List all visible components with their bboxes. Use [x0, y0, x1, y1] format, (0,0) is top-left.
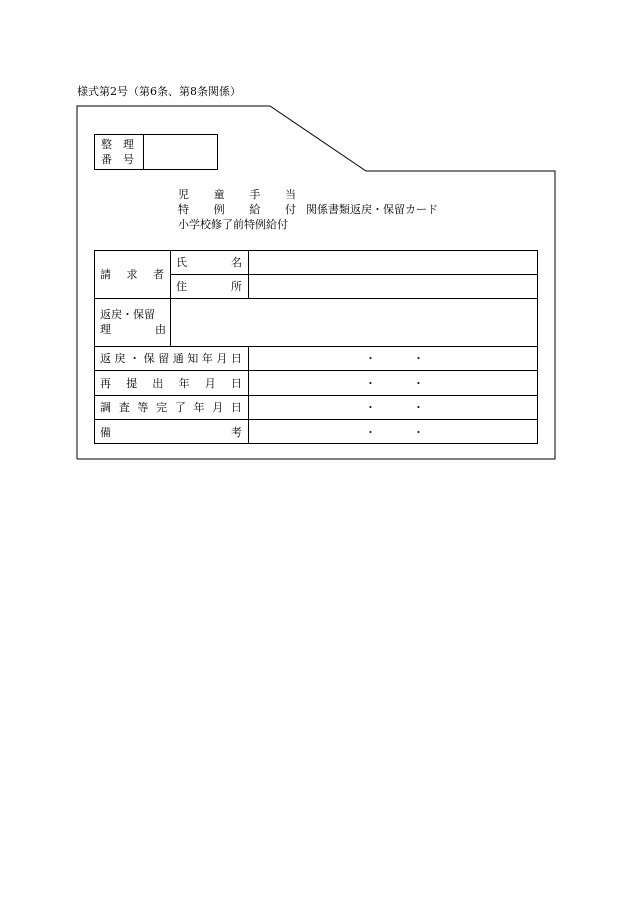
date-separator: ・ — [365, 376, 376, 390]
card-title — [178, 187, 438, 232]
label-char: 者 — [153, 268, 164, 281]
title-char: 特 — [178, 203, 189, 216]
title-char: 児 — [178, 188, 189, 201]
notification-date-label — [100, 346, 242, 370]
label-char: 氏 — [176, 256, 187, 269]
date-separator: ・ — [365, 401, 376, 414]
label-char: 査 — [118, 401, 130, 414]
investigation-complete-date-label — [100, 395, 242, 419]
serial-label-line2: 番 号 — [101, 153, 134, 166]
label-char: 等 — [137, 401, 149, 414]
address-field[interactable] — [250, 275, 536, 297]
label-char: 了 — [174, 401, 186, 414]
reason-label — [100, 298, 166, 346]
column-divider — [248, 346, 249, 444]
title-char: 付 — [284, 203, 296, 216]
resubmission-date-field[interactable] — [250, 371, 536, 394]
form-table — [94, 250, 538, 444]
title-line1 — [178, 187, 438, 202]
reason-label-line1: 返戻・保留 — [100, 308, 155, 321]
title-char: 当 — [284, 188, 296, 201]
label-char: 出 — [152, 376, 164, 390]
label-char: 請 — [100, 268, 111, 281]
name-field[interactable] — [250, 251, 536, 273]
column-divider — [170, 250, 171, 346]
serial-label-line1: 整 理 — [101, 138, 134, 151]
date-separator: ・ — [413, 425, 424, 439]
label-char: 完 — [156, 401, 168, 414]
date-separator: ・ — [413, 376, 424, 390]
date-separator: ・ — [413, 401, 424, 414]
label-char: ・ — [129, 352, 141, 365]
label-char: 月 — [204, 376, 216, 390]
reason-field[interactable] — [172, 299, 536, 345]
name-label — [176, 250, 242, 274]
label-char: 知 — [187, 352, 199, 365]
label-char: 日 — [230, 376, 242, 390]
label-char: 日 — [230, 401, 242, 414]
claimant-label — [100, 250, 164, 298]
label-char: 年 — [193, 401, 205, 414]
label-char: 提 — [126, 376, 138, 390]
label-char: 月 — [216, 352, 228, 365]
title-line3-text: 小学校修了前特例給付 — [178, 218, 288, 231]
label-char: 留 — [158, 352, 170, 365]
serial-number-label — [95, 135, 144, 169]
label-char: 求 — [126, 268, 138, 281]
remarks-field[interactable] — [250, 420, 536, 443]
label-char: 戻 — [114, 352, 126, 365]
date-separator: ・ — [413, 352, 424, 365]
label-char: 月 — [212, 401, 224, 414]
serial-number-box — [94, 134, 218, 170]
title-char: 給 — [249, 203, 261, 216]
label-char: 年 — [178, 376, 190, 390]
remarks-label — [100, 419, 242, 444]
label-char: 住 — [176, 280, 187, 293]
label-char: 理 — [100, 323, 111, 336]
title-char: 童 — [213, 188, 225, 201]
notification-date-field[interactable] — [250, 347, 536, 369]
label-char: 考 — [231, 425, 242, 439]
address-label — [176, 274, 242, 298]
label-char: 保 — [143, 352, 155, 365]
label-char: 備 — [100, 425, 111, 439]
title-line2-text — [178, 202, 296, 217]
label-char: 所 — [231, 280, 242, 293]
label-char: 調 — [100, 401, 111, 414]
title-char: 例 — [213, 203, 225, 216]
title-char: 手 — [249, 188, 261, 201]
label-char: 再 — [100, 376, 111, 390]
label-char: 名 — [231, 256, 242, 269]
label-char: 年 — [201, 352, 213, 365]
column-divider — [248, 250, 249, 298]
form-style-label: 様式第2号（第6条、第8条関係） — [77, 85, 241, 98]
title-line1-text — [178, 187, 296, 202]
label-char: 日 — [230, 352, 242, 365]
title-suffix: 関係書類返戻・保留カード — [306, 203, 438, 216]
investigation-complete-date-field[interactable] — [250, 396, 536, 418]
label-char: 通 — [172, 352, 184, 365]
title-line3 — [178, 217, 438, 232]
resubmission-date-label — [100, 370, 242, 395]
date-separator: ・ — [365, 352, 376, 365]
label-char: 返 — [100, 352, 111, 365]
title-line2 — [178, 202, 438, 217]
serial-number-field[interactable] — [144, 135, 217, 169]
reason-label-line2 — [100, 322, 166, 337]
label-char: 由 — [155, 323, 166, 336]
date-separator: ・ — [365, 425, 376, 439]
